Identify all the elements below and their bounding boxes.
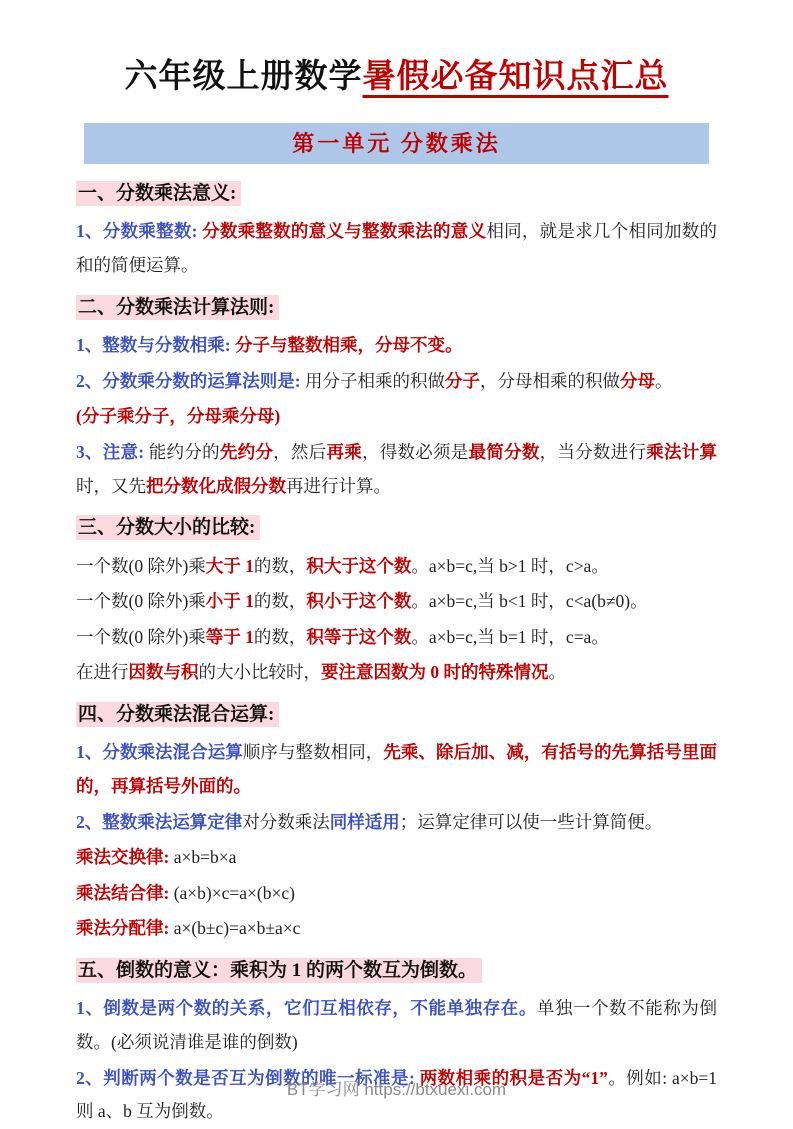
text-segment: 。a×b=c,当 b=1 时，c=a。 [411,626,609,647]
section-heading [76,290,717,326]
section-heading [76,697,717,733]
text-segment: 分子与整数相乘，分母不变。 [234,335,463,356]
text-segment: 再乘 [326,441,362,462]
text-segment: 1、分数乘法混合运算 [76,742,243,763]
text-segment: 2、判断两个数是否互为倒数的唯一标准是: [76,1067,420,1088]
text-segment: 。 [548,662,566,683]
text-segment: 要注意因数为 0 时的特殊情况 [321,662,549,683]
paragraph [76,806,717,840]
text-segment: 乘法交换律: [76,847,174,868]
paragraph [76,736,717,803]
title-red-part: 暑假必备知识点汇总 [362,59,669,95]
unit-banner [84,123,709,164]
text-segment: 。a×b=c,当 b<1 时，c<a(b≠0)。 [411,591,648,612]
paragraph [76,436,717,503]
text-segment: 乘法计算 [646,441,718,462]
text-segment: (分子乘分子，分母乘分母) [76,406,281,427]
section-heading-text: 四、分数乘法混合运算: [76,702,279,727]
text-segment: 一个数(0 除外)乘 [76,626,206,647]
text-segment: 顺序与整数相同， [242,742,384,763]
section-heading [76,176,717,212]
text-segment: ，得数必须是 [361,441,469,462]
title-black-part: 六年级上册数学 [124,59,363,95]
text-segment: 时，又先 [76,475,146,496]
paragraph [76,877,717,911]
text-segment: ，当分数进行 [539,441,647,462]
text-segment: ；运算定律可以使一些计算简便。 [399,811,663,832]
paragraph [76,585,717,619]
text-segment: 单独一个数不能称为倒数。(必须说清谁是谁的倒数) [76,998,717,1053]
text-segment: 最简分数 [468,441,540,462]
text-segment: 的数， [253,591,307,612]
text-segment: 相同，就是求几个相同加数的和的简便运算。 [76,221,718,276]
text-segment: 把分数化成假分数 [146,475,286,496]
text-segment: 两数相乘的积是否为“1” [419,1067,608,1088]
document-title [76,50,717,97]
text-segment: 乘法分配律: [76,918,174,939]
text-segment: 等于 1 [205,626,254,647]
text-segment: 。例如: a×b=1 则 a、b 互为倒数。 [76,1067,718,1122]
footer-watermark: BT学习网 https://btxuexi.com [286,1080,507,1099]
text-segment: 在进行 [76,662,129,683]
text-segment: a×b=b×a [173,847,237,868]
text-segment: 1、分数乘整数: [76,221,203,242]
text-segment: 因数与积 [128,662,199,683]
text-segment: 。a×b=c,当 b>1 时，c>a。 [411,555,609,576]
text-segment: 大于 1 [205,555,254,576]
paragraph [76,656,717,690]
section-heading [76,510,717,546]
text-segment: 1、倒数是两个数的关系，它们互相依存，不能单独存在。 [76,998,537,1019]
text-segment: 先约分 [219,441,274,462]
text-segment: 积大于这个数 [306,555,412,576]
text-segment: 先乘、除后加、减，有括号的先算括号里面的，再算括号外面的。 [76,742,717,796]
section-heading-text: 一、分数乘法意义: [76,181,241,206]
paragraph [76,400,717,434]
text-segment: 2、整数乘法运算定律 [76,811,243,832]
text-segment: 的数， [253,626,307,647]
paragraph [76,992,717,1059]
section-heading-text: 二、分数乘法计算法则: [76,295,279,320]
text-segment: 一个数(0 除外)乘 [76,591,206,612]
text-segment: 乘法结合律: [76,882,174,903]
text-segment: 小于 1 [205,591,254,612]
text-segment: ，然后 [273,441,327,462]
text-segment: 。 [654,370,673,391]
content [76,176,717,1129]
text-segment: 积等于这个数 [306,626,412,647]
section-heading-text: 三、分数大小的比较: [76,515,260,540]
section-heading [76,953,717,989]
section-heading-text: 五、倒数的意义：乘积为 1 的两个数互为倒数。 [76,958,482,983]
text-segment: 再进行计算。 [286,475,391,496]
paragraph [76,621,717,655]
paragraph [76,912,717,946]
text-segment: 对分数乘法 [242,811,330,832]
text-segment: 同样适用 [329,811,400,832]
unit-banner-label: 第一单元 分数乘法 [292,131,501,156]
text-segment: 用分子相乘的积做 [304,370,445,391]
text-segment: 的数， [253,555,307,576]
paragraph [76,215,717,282]
text-segment: 分数乘整数的意义与整数乘法的意义 [202,221,487,242]
text-segment: a×(b±c)=a×b±a×c [173,918,301,939]
text-segment: 分母 [619,370,655,391]
text-segment: 3、注意: [76,441,149,462]
text-segment: ，分母相乘的积做 [479,370,620,391]
text-segment: 能约分的 [148,441,220,462]
paragraph [76,550,717,584]
text-segment: 一个数(0 除外)乘 [76,555,206,576]
paragraph [76,841,717,875]
text-segment: 积小于这个数 [306,591,412,612]
text-segment: 1、整数与分数相乘: [76,335,235,356]
paragraph [76,329,717,363]
text-segment: (a×b)×c=a×(b×c) [173,882,295,903]
paragraph [76,365,717,399]
text-segment: 分子 [444,370,480,391]
text-segment: 的大小比较时， [198,662,321,683]
text-segment: 2、分数乘分数的运算法则是: [76,370,305,391]
